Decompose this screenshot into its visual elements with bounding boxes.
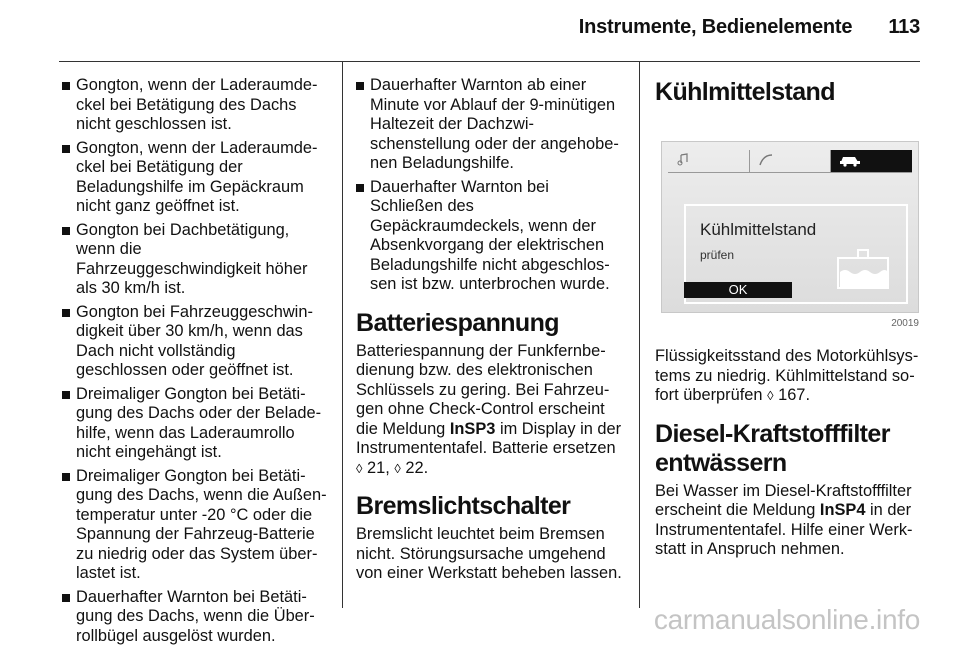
section-heading-coolant: Kühlmittelstand: [655, 78, 835, 106]
list-item: Dreimaliger Gongton bei Betätigung des Dachs, wenn die Außentemperatur unter -20 °C oder die Spannung der Fahrzeug-Batterie zu niedrig oder das System überlastet ist.: [62, 467, 328, 584]
tab-phone: [750, 150, 832, 172]
warning-list: [62, 76, 328, 646]
section-heading-diesel: Diesel-Kraftstofffilter entwässern: [655, 419, 890, 477]
instrument-display: [661, 141, 919, 313]
page-reference[interactable]: 167: [778, 386, 806, 404]
diesel-text: Bei Wasser im Diesel-Kraftstofffilter erscheint die Meldung InSP4 in der Instrumententafel. Hilfe einer Werkstatt in Anspruch nehmen.: [655, 481, 913, 558]
column-1: [62, 76, 328, 650]
section-heading-battery: Batteriespannung: [356, 308, 559, 337]
coolant-display-figure: [655, 123, 919, 335]
display-code: InSP3: [449, 419, 496, 438]
list-item: Gongton, wenn der Laderaumdeckel bei Betätigung des Dachs nicht geschlossen ist.: [62, 76, 328, 135]
section-heading-brake: Bremslichtschalter: [356, 492, 571, 520]
brake-text: Bremslicht leuchtet beim Bremsen nicht. Störungsursache umgehend von einer Werkstatt beheben lassen.: [356, 525, 622, 582]
list-item: Dauerhafter Warnton ab einer Minute vor Ablauf der 9-minütigen Haltezeit der Dachzwischenstellung oder der angehobenen Beladungshilfe.: [356, 76, 626, 174]
tab-audio: [668, 150, 750, 172]
message-subtitle: prüfen: [700, 248, 735, 262]
warning-list: [356, 76, 626, 295]
header-title: Instrumente, Bedienelemente: [578, 16, 853, 38]
watermark: carmanualsonline.info: [653, 604, 920, 635]
music-note-icon: [676, 153, 690, 167]
reference-arrow-icon: ◊: [394, 460, 401, 476]
car-icon: [839, 153, 861, 167]
list-item: Dreimaliger Gongton bei Betätigung des Dachs oder der Beladehilfe, wenn das Laderaumrollo nicht eingehängt ist.: [62, 385, 328, 463]
display-tab-bar: [668, 150, 912, 173]
list-item: Gongton bei Dachbetätigung, wenn die Fahrzeuggeschwindigkeit höher als 30 km/h ist.: [62, 221, 328, 299]
tab-vehicle: [831, 150, 912, 172]
coolant-tank-icon: [836, 248, 890, 290]
battery-text: Batteriespannung der Funkfernbedienung bzw. des elektronischen Schlüssels zu gering. Bei Fahrzeugen ohne Check-Control erscheint die Meldung InSP3 im Display in der Instrumententafel. Batterie ersetzen ◊ 21, ◊ 22.: [356, 341, 622, 477]
list-item: Dauerhafter Warnton bei Betätigung des Dachs, wenn die Überrollbügel ausgelöst wurden.: [62, 588, 328, 647]
header-rule: [59, 61, 920, 62]
list-item: Dauerhafter Warnton bei Schließen des Gepäckraumdeckels, wenn der Absenkvorgang der elektrischen Beladungshilfe nicht abgeschlossen ist bzw. unterbrochen wurde.: [356, 178, 626, 295]
page-reference[interactable]: 21: [367, 458, 386, 477]
phone-icon: [758, 153, 774, 167]
column-divider: [639, 62, 640, 608]
page-number: 113: [888, 16, 920, 38]
column-2: [356, 76, 626, 590]
reference-arrow-icon: ◊: [767, 388, 774, 403]
figure-number: 20019: [891, 317, 919, 329]
ok-button: OK: [684, 282, 792, 298]
column-3: [655, 76, 925, 566]
page-reference[interactable]: 22: [405, 458, 424, 477]
display-code: InSP4: [819, 501, 866, 519]
list-item: Gongton bei Fahrzeuggeschwindigkeit über 30 km/h, wenn das Dach nicht vollständig geschlossen oder geöffnet ist.: [62, 303, 328, 381]
page-header: [579, 16, 920, 39]
reference-arrow-icon: ◊: [356, 460, 363, 476]
list-item: Gongton, wenn der Laderaumdeckel bei Betätigung der Beladungshilfe im Gepäckraum nicht ganz geöffnet ist.: [62, 139, 328, 217]
message-title: Kühlmittelstand: [700, 220, 817, 239]
column-divider: [342, 62, 343, 608]
coolant-text: Flüssigkeitsstand des Motorkühlsystems zu niedrig. Kühlmittelstand sofort überprüfen ◊ 167.: [655, 347, 919, 404]
